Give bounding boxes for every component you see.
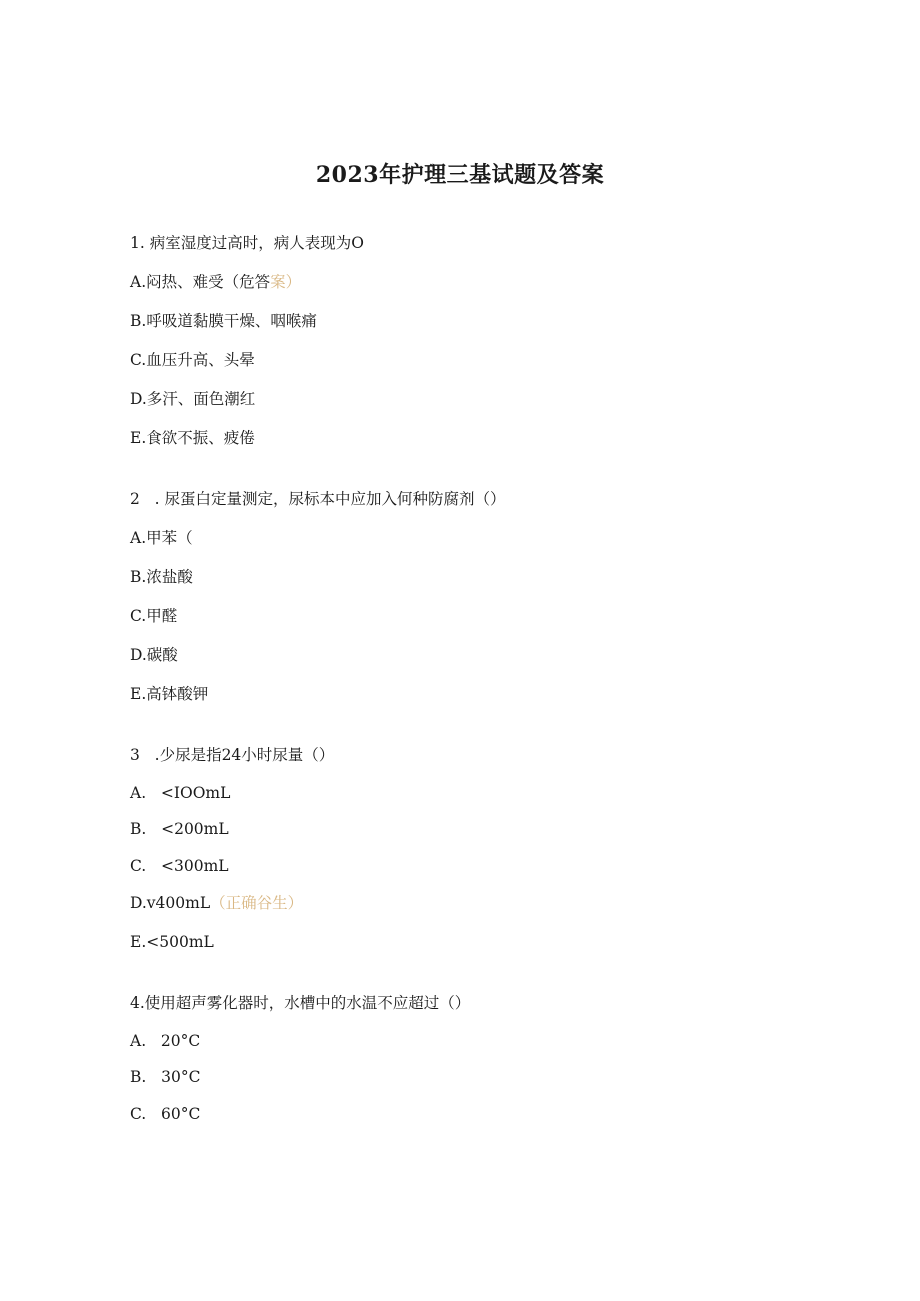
question-4-option-c: C. 60°C — [130, 1105, 201, 1123]
question-1-option-a — [130, 272, 301, 292]
question-2-option-d: D.碳酸 — [130, 646, 178, 664]
page-title: 2023年护理三基试题及答案 — [315, 162, 605, 188]
question-3-option-b: B. <200mL — [130, 820, 229, 838]
question-1-option-d: D.多汗、面色潮红 — [130, 390, 256, 408]
question-2-option-e: E.高钵酸钾 — [130, 685, 209, 703]
question-2-stem: 2 . 尿蛋白定量测定，尿标本中应加入何种防腐剂（） — [130, 490, 506, 508]
question-2-option-a: A.甲苯（ — [130, 529, 193, 547]
question-1-stem: 1. 病室湿度过高时，病人表现为O — [130, 234, 364, 252]
question-2-option-b: B.浓盐酸 — [130, 568, 193, 586]
question-1-option-c: C.血压升高、头晕 — [130, 351, 255, 369]
question-3-option-c: C. <300mL — [130, 857, 229, 875]
question-3-stem: 3 .少尿是指24小时尿量（） — [130, 746, 335, 764]
answer-mark: （正确谷生） — [210, 894, 304, 912]
question-1-option-b: B.呼吸道黏膜干燥、咽喉痛 — [130, 312, 317, 330]
question-4-stem: 4.使用超声雾化器时，水槽中的水温不应超过（） — [130, 994, 471, 1012]
question-3-option-e: E.<500mL — [130, 933, 214, 951]
question-3-option-d — [130, 893, 303, 913]
question-3-option-a: A. <IOOmL — [130, 784, 231, 802]
question-4-option-a: A. 20°C — [130, 1032, 201, 1050]
question-4-option-b: B. 30°C — [130, 1068, 201, 1086]
option-text: A.闷热、难受（危答 — [130, 273, 271, 291]
question-1-option-e: E.食欲不振、疲倦 — [130, 429, 255, 447]
question-2-option-c: C.甲醛 — [130, 607, 178, 625]
option-text: D.v400mL — [130, 894, 211, 912]
answer-mark: 案） — [270, 273, 302, 291]
